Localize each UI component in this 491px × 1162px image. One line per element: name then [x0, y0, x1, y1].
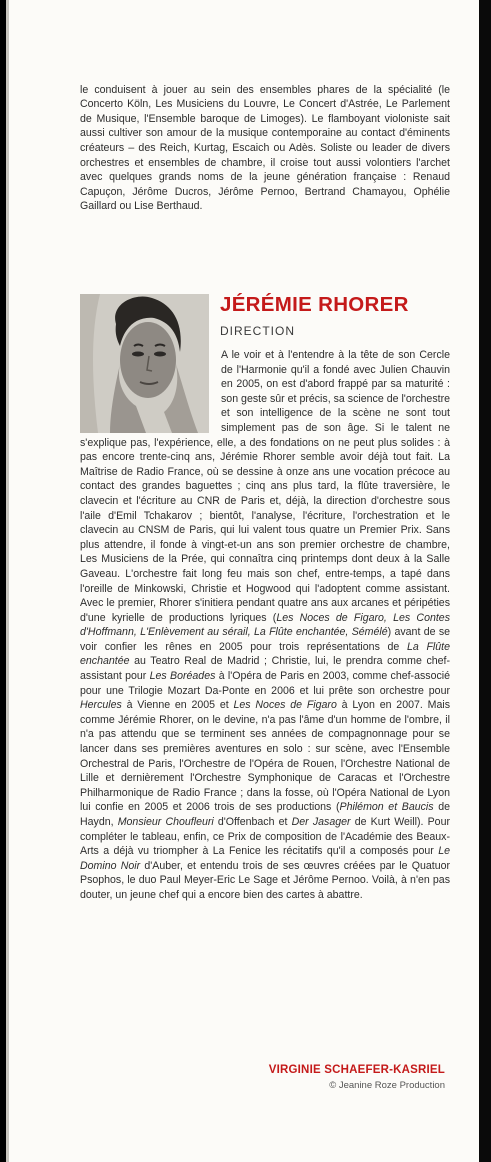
page-edge-shadow [6, 0, 9, 1162]
artist-name: JÉRÉMIE RHORER [220, 293, 409, 316]
artist-role: DIRECTION [220, 324, 295, 338]
photo-wrap-spacer [80, 348, 221, 432]
biography-paragraph: A le voir et à l'entendre à la tête de son Cercle de l'Harmonie qu'il a fondé avec Julien Chauvin en 2005, on est d'abord frappé par sa maturité : son geste sûr et précis, sa science de l'orchestre et son intelligence de la scène ne sont tout simplement pas de son âge. Si le talent ne s'explique pas, l'expérience, elle, a des fondations on ne peut plus solides : à pas encore trente-cinq ans, Jérémie Rhorer semble avoir déjà tout fait. La Maîtrise de Radio France, où se dessine à onze ans une vocation précoce au contact des grandes baguettes ; cinq ans plus tard, la flûte traversière, le clavecin et l'écriture au CNR de Paris et, déjà, la direction d'orchestre sous l'aile d'Emil Tchakarov ; bientôt, l'analyse, l'écriture, l'orchestration et le clavecin au CNSM de Paris, qui lui valent tous quatre un Premier Prix. Sans plus attendre, il fonde à vingt-et-un ans son premier orchestre de chambre, Les Musiciens de la Prée, qui connaîtra cinq printemps dont deux à la Salle Gaveau. L'orchestre fait long feu mais son chef, entre-temps, a tapé dans l'oreille de Minkowski, Christie et Hogwood qui l'adoptent comme assistant. Avec le premier, Rhorer s'initiera pendant quatre ans aux arcanes et péripéties d'une kyrielle de productions lyriques (Les Noces de Figaro, Les Contes d'Hoffmann, L'Enlèvement au sérail, La Flûte enchantée, Sémélé) avant de se voir confier les rênes en 2005 pour trois représentations de La Flûte enchantée au Teatro Real de Madrid ; Christie, lui, le prendra comme chef-assistant pour Les Boréades à l'Opéra de Paris en 2003, comme chef-associé pour une Trilogie Mozart Da-Ponte en 2006 et lui prête son orchestre pour Hercules à Vienne en 2005 et Les Noces de Figaro à Lyon en 2007. Mais comme Jérémie Rhorer, on le devine, n'a pas l'âme d'un homme de l'ombre, il n'a pas attendu que se terminent ses années de compagnonnage pour se lancer dans ses premières aventures en solo : sur scène, avec l'Ensemble Orchestral de Paris, l'Orchestre de l'Opéra de Rouen, l'Orchestre National de Lille et dernièrement l'Orchestre Symphonique de Caracas et l'Orchestre Philharmonique de Radio France ; dans la fosse, où l'Opéra National de Lyon lui confie en 2005 et 2006 trois de ses productions (Philémon et Baucis de Haydn, Monsieur Choufleuri d'Offenbach et Der Jasager de Kurt Weill). Pour compléter le tableau, enfin, ce Prix de composition de l'Académie des Beaux-Arts a déjà vu triompher à La Fenice les récitatifs qu'il a composés pour Le Domino Noir d'Auber, et entendu trois de ses œuvres créées par le Quatuor Psophos, le duo Paul Meyer-Eric Le Sage et Jérôme Pernoo. Voilà, à n'en pas douter, un jeune chef qui a encore bien des cartes à abattre. [80, 349, 451, 901]
article-author: VIRGINIE SCHAEFER-KASRIEL [268, 1064, 445, 1076]
photo-credit: © Jeanine Roze Production [329, 1080, 445, 1091]
program-page [6, 0, 479, 1162]
intro-paragraph: le conduisent à jouer au sein des ensembles phares de la spécialité (le Concerto Köln, Les Musiciens du Louvre, Le Concert d'Astrée, Le Parlement de Musique, l'Ensemble baroque de Limoges). Le flamboyant violoniste sait aussi cultiver son amour de la musique contemporaine au contact d'éminents créateurs – des Reich, Kurtag, Escaich ou Adès. Soliste ou leader de divers orchestres et ensembles de chambre, il croise tout aussi volontiers l'archet avec quelques grands noms de la jeune génération française : Renaud Capuçon, Jérôme Ducros, Jérôme Pernoo, Bertrand Chamayou, Ophélie Gaillard ou Lise Berthaud. [80, 83, 450, 213]
scan-border [479, 0, 491, 1162]
